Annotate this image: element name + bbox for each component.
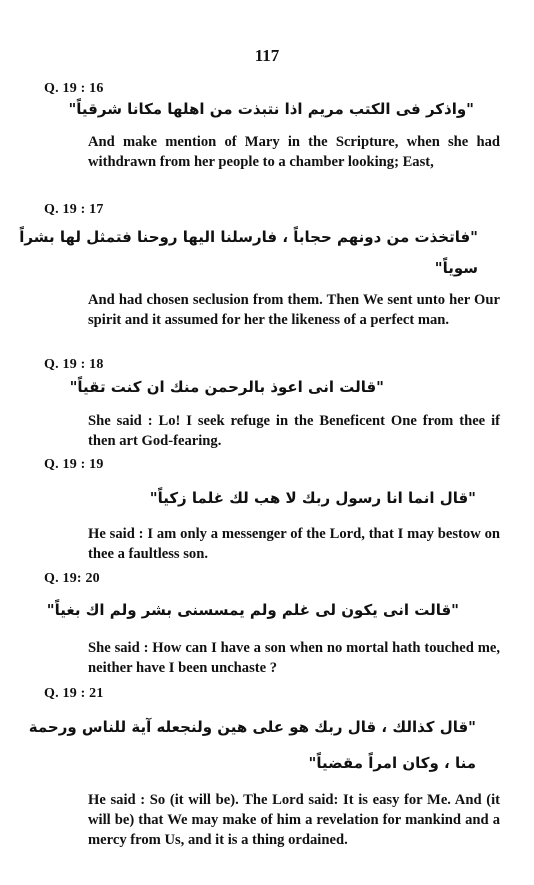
verse-ref: Q. 19 : 19 xyxy=(44,457,104,472)
verse-ref: Q. 19 : 17 xyxy=(44,202,104,217)
arabic-verse: "فاتخذت من دونهم حجاباً ، فارسلنا اليها روحنا فتمثل لها بشراً xyxy=(19,228,478,246)
arabic-verse: "واذكر فى الكتب مريم اذا نتبذت من اهلها مكانا شرقياً" xyxy=(68,100,474,118)
verse-ref: Q. 19 : 21 xyxy=(44,686,104,701)
page-number: 117 xyxy=(254,46,280,65)
english-translation: And had chosen seclusion from them. Then We sent unto her Our spirit and it assumed for her the likeness of a perfect man. xyxy=(88,292,500,328)
arabic-verse: "قال كذالك ، قال ربك هو على هين ولنجعله آية للناس ورحمة xyxy=(28,718,476,736)
english-translation: He said : So (it will be). The Lord said: It is easy for Me. And (it will be) that We may make of him a revelation for mankind and a mercy from Us, and it is a thing ordained. xyxy=(88,792,500,848)
verse-ref: Q. 19 : 16 xyxy=(44,81,104,96)
english-translation: She said : How can I have a son when no mortal hath touched me, neither have I been unchaste ? xyxy=(88,640,500,676)
arabic-verse: "قالت انى اعوذ بالرحمن منك ان كنت تقياً" xyxy=(69,378,384,396)
verse-ref: Q. 19 : 18 xyxy=(44,357,104,372)
arabic-verse-continuation: سوياً" xyxy=(434,259,478,277)
english-translation: And make mention of Mary in the Scripture, when she had withdrawn from her people to a chamber looking; East, xyxy=(88,134,500,170)
verse-ref: Q. 19: 20 xyxy=(44,571,100,586)
arabic-verse: "قال انما انا رسول ربك لا هب لك غلما زكياً" xyxy=(149,489,476,507)
arabic-verse-continuation: منا ، وكان امراً مقضياً" xyxy=(308,754,476,772)
arabic-verse: "قالت انى يكون لى غلم ولم يمسسنى بشر ولم اك بغياً" xyxy=(46,601,459,619)
english-translation: She said : Lo! I seek refuge in the Beneficent One from thee if then art God-fearing. xyxy=(88,413,500,449)
english-translation: He said : I am only a messenger of the Lord, that I may bestow on thee a faultless son. xyxy=(88,526,500,562)
